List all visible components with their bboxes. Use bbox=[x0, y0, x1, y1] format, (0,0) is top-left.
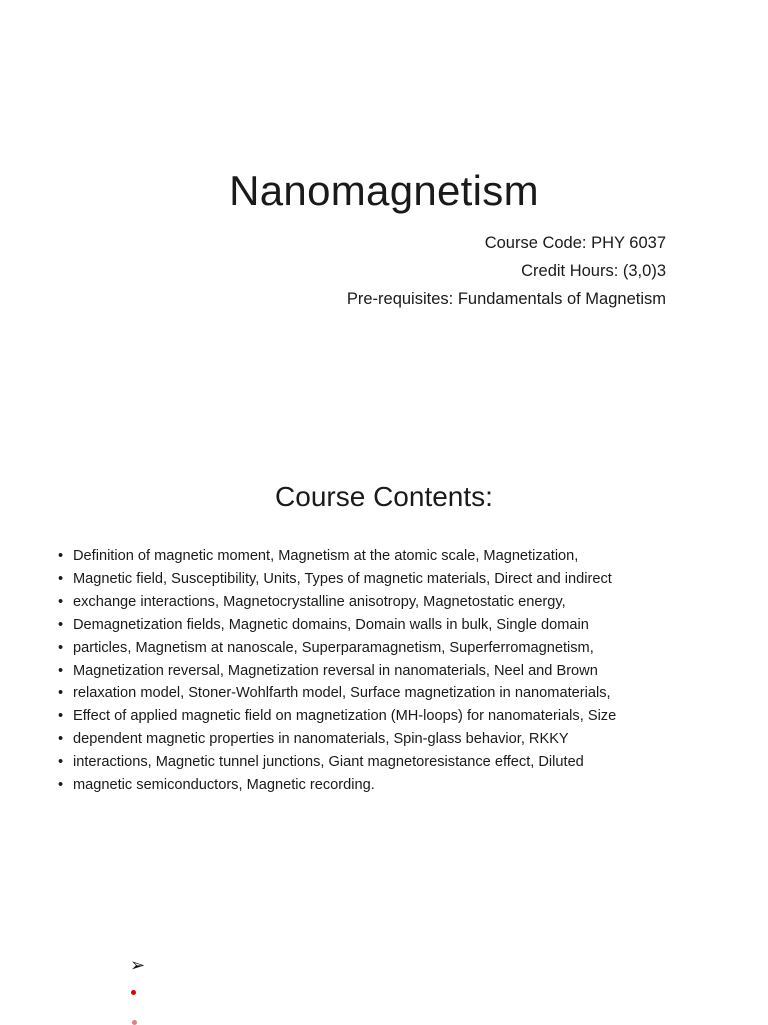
list-item: • relaxation model, Stoner-Wohlfarth model, Surface magnetization in nanomaterials, bbox=[56, 682, 736, 705]
list-item: • Effect of applied magnetic field on magnetization (MH-loops) for nanomaterials, Size bbox=[56, 705, 736, 728]
list-item: • dependent magnetic properties in nanomaterials, Spin-glass behavior, RKKY bbox=[56, 728, 736, 751]
list-item: • Magnetic field, Susceptibility, Units, Types of magnetic materials, Direct and indirect bbox=[56, 568, 736, 591]
section-heading: Course Contents: bbox=[275, 481, 493, 512]
list-item: • interactions, Magnetic tunnel junctions, Giant magnetoresistance effect, Diluted bbox=[56, 751, 736, 774]
credit-hours: Credit Hours: (3,0)3 bbox=[521, 262, 666, 280]
list-item: • magnetic semiconductors, Magnetic recording. bbox=[56, 774, 736, 797]
page-title: Nanomagnetism bbox=[229, 167, 539, 214]
list-item: • Magnetization reversal, Magnetization reversal in nanomaterials, Neel and Brown bbox=[56, 660, 736, 683]
arrow-bullet-icon: ➢ bbox=[130, 955, 146, 975]
list-item: • Demagnetization fields, Magnetic domains, Domain walls in bulk, Single domain bbox=[56, 614, 736, 637]
course-meta bbox=[347, 229, 666, 313]
list-item: • particles, Magnetism at nanoscale, Superparamagnetism, Superferromagnetism, bbox=[56, 637, 736, 660]
red-bullet-icon-partial bbox=[132, 1020, 137, 1025]
prerequisites: Pre-requisites: Fundamentals of Magnetism bbox=[346, 290, 666, 308]
course-contents-list bbox=[56, 545, 736, 797]
red-bullet-icon bbox=[131, 990, 136, 995]
list-item: • Definition of magnetic moment, Magnetism at the atomic scale, Magnetization, bbox=[56, 545, 736, 568]
course-code: Course Code: PHY 6037 bbox=[484, 234, 666, 252]
list-item: • exchange interactions, Magnetocrystalline anisotropy, Magnetostatic energy, bbox=[56, 591, 736, 614]
